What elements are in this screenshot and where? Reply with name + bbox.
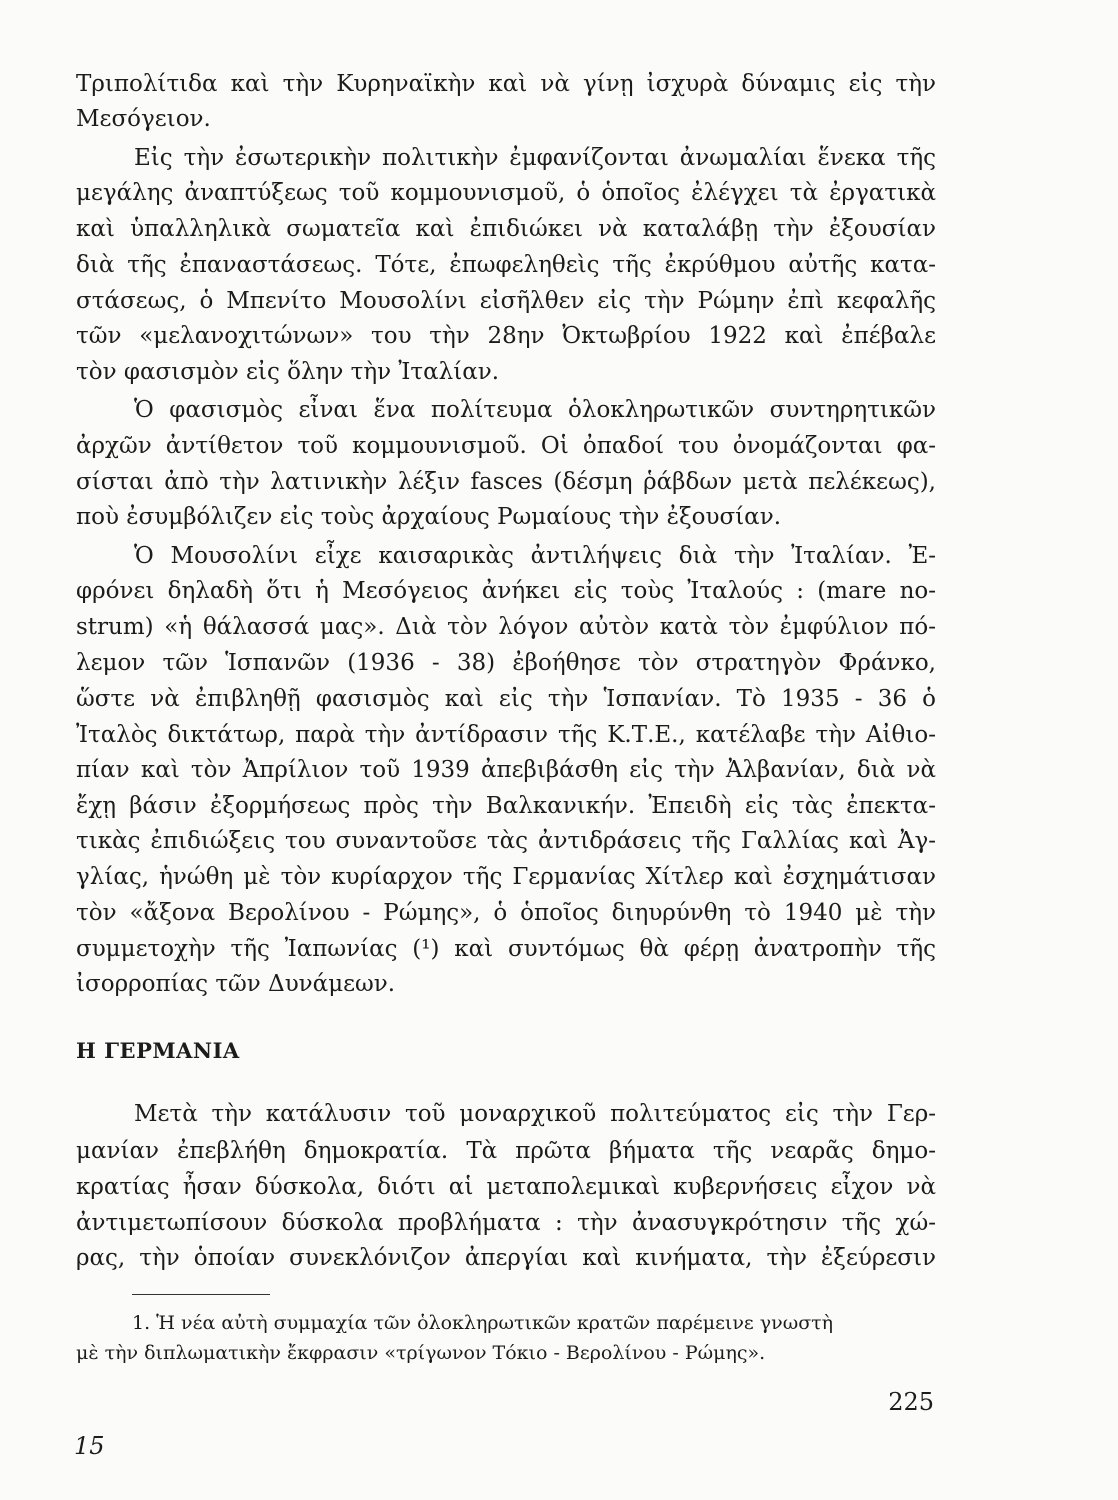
body-line: πίαν καὶ τὸν Ἀπρίλιον τοῦ 1939 ἀπεβιβάσθη εἰς τὴν Ἀλβανίαν, διὰ νὰ	[76, 757, 936, 783]
body-line: Εἰς τὴν ἐσωτερικὴν πολιτικὴν ἐμφανίζονται ἀνωμαλίαι ἕνεκα τῆς	[134, 145, 936, 171]
body-line: Μεσόγειον.	[76, 106, 211, 132]
footnote-separator	[132, 1294, 270, 1295]
body-line: καὶ ὑπαλληλικὰ σωματεῖα καὶ ἐπιδιώκει νὰ καταλάβῃ τὴν ἐξουσίαν	[76, 216, 936, 242]
body-line: συμμετοχὴν τῆς Ἰαπωνίας (¹) καὶ συντόμως θὰ φέρῃ ἀνατροπὴν τῆς	[76, 936, 936, 962]
body-line: τὸν φασισμὸν εἰς ὅλην τὴν Ἰταλίαν.	[76, 359, 500, 385]
body-line: τὸν «ἄξονα Βερολίνου - Ρώμης», ὁ ὁποῖος διηυρύνθη τὸ 1940 μὲ τὴν	[76, 900, 936, 926]
section-line: μανίαν ἐπεβλήθη δημοκρατία. Τὰ πρῶτα βήματα τῆς νεαρᾶς δημο-	[76, 1138, 936, 1164]
body-line: στάσεως, ὁ Μπενίτο Μουσολίνι εἰσῆλθεν εἰς τὴν Ρώμην ἐπὶ κεφαλῆς	[76, 288, 936, 314]
page-number: 225	[888, 1388, 934, 1416]
body-line: Ἰταλὸς δικτάτωρ, παρὰ τὴν ἀντίδρασιν τῆς Κ.Τ.Ε., κατέλαβε τὴν Αἰθιο-	[76, 722, 936, 748]
body-line: ὥστε νὰ ἐπιβληθῇ φασισμὸς καὶ εἰς τὴν Ἱσπανίαν. Τὸ 1935 - 36 ὁ	[76, 686, 936, 712]
body-line: strum) «ἡ θάλασσά μας». Διὰ τὸν λόγον αὐτὸν κατὰ τὸν ἐμφύλιον πό-	[76, 614, 936, 640]
signature-mark: 15	[74, 1432, 105, 1460]
body-line: ἰσορροπίας τῶν Δυνάμεων.	[76, 971, 396, 997]
footnote-line: 1. Ἡ νέα αὐτὴ συμμαχία τῶν ὁλοκληρωτικῶν κρατῶν παρέμεινε γνωστὴ	[132, 1312, 834, 1334]
section-line: ρας, τὴν ὁποίαν συνεκλόνιζον ἀπεργίαι καὶ κινήματα, τὴν ἐξεύρεσιν	[76, 1245, 936, 1271]
body-line: γλίας, ἡνώθη μὲ τὸν κυρίαρχον τῆς Γερμανίας Χίτλερ καὶ ἐσχημάτισαν	[76, 864, 936, 890]
body-line: Τριπολίτιδα καὶ τὴν Κυρηναϊκὴν καὶ νὰ γίνῃ ἰσχυρὰ δύναμις εἰς τὴν	[76, 71, 936, 97]
body-line: ἀρχῶν ἀντίθετον τοῦ κομμουνισμοῦ. Οἱ ὀπαδοί του ὀνομάζονται φα-	[76, 433, 936, 459]
body-line: σίσται ἀπὸ τὴν λατινικὴν λέξιν fasces (δέσμη ῥάβδων μετὰ πελέκεως),	[76, 469, 936, 495]
body-line: Ὁ φασισμὸς εἶναι ἕνα πολίτευμα ὁλοκληρωτικῶν συντηρητικῶν	[134, 397, 936, 423]
body-line: μεγάλης ἀναπτύξεως τοῦ κομμουνισμοῦ, ὁ ὁποῖος ἐλέγχει τὰ ἐργατικὰ	[76, 180, 936, 206]
body-line: φρόνει δηλαδὴ ὅτι ἡ Μεσόγειος ἀνήκει εἰς τοὺς Ἰταλούς : (mare no-	[76, 578, 936, 604]
body-line: τῶν «μελανοχιτώνων» του τὴν 28ην Ὀκτωβρίου 1922 καὶ ἐπέβαλε	[76, 323, 936, 349]
footnote-line: μὲ τὴν διπλωματικὴν ἔκφρασιν «τρίγωνον Τόκιο - Βερολίνου - Ρώμης».	[76, 1342, 766, 1364]
section-line: κρατίας ἦσαν δύσκολα, διότι αἱ μεταπολεμικαὶ κυβερνήσεις εἶχον νὰ	[76, 1174, 936, 1200]
section-line: Μετὰ τὴν κατάλυσιν τοῦ μοναρχικοῦ πολιτεύματος εἰς τὴν Γερ-	[134, 1101, 936, 1127]
body-line: Ὁ Μουσολίνι εἶχε καισαρικὰς ἀντιλήψεις διὰ τὴν Ἰταλίαν. Ἐ-	[134, 543, 936, 569]
section-heading: Η ΓΕΡΜΑΝΙΑ	[76, 1038, 240, 1063]
body-line: λεμον τῶν Ἱσπανῶν (1936 - 38) ἐβοήθησε τὸν στρατηγὸν Φράνκο,	[76, 650, 936, 676]
body-line: ποὺ ἐσυμβόλιζεν εἰς τοὺς ἀρχαίους Ρωμαίους τὴν ἐξουσίαν.	[76, 504, 782, 530]
body-line: τικὰς ἐπιδιώξεις του συναντοῦσε τὰς ἀντιδράσεις τῆς Γαλλίας καὶ Ἀγ-	[76, 828, 936, 854]
section-line: ἀντιμετωπίσουν δύσκολα προβλήματα : τὴν ἀνασυγκρότησιν τῆς χώ-	[76, 1210, 936, 1236]
body-line: διὰ τῆς ἐπαναστάσεως. Τότε, ἐπωφεληθεὶς τῆς ἐκρύθμου αὐτῆς κατα-	[76, 252, 936, 278]
body-line: ἔχῃ βάσιν ἐξορμήσεως πρὸς τὴν Βαλκανικήν. Ἐπειδὴ εἰς τὰς ἐπεκτα-	[76, 793, 936, 819]
